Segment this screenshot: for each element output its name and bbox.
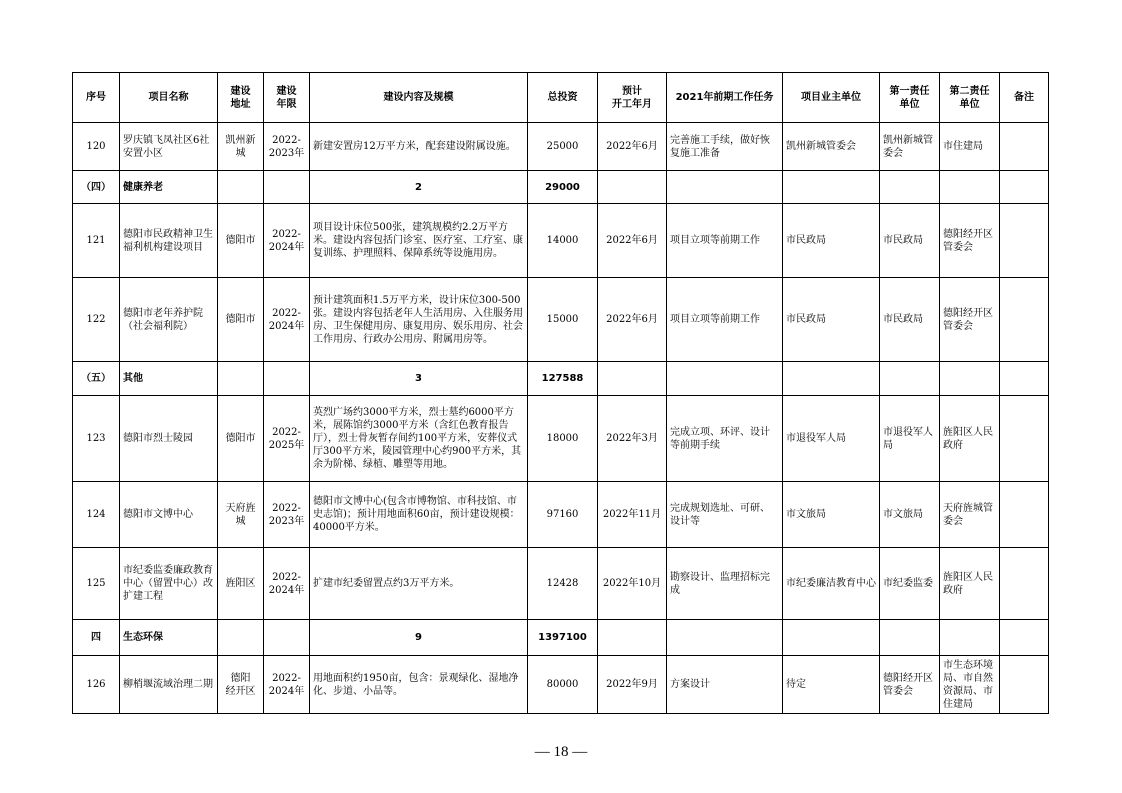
cell-seq: 124 bbox=[73, 482, 120, 548]
cell-investment: 18000 bbox=[528, 396, 598, 482]
page-number: — 18 — bbox=[534, 744, 588, 760]
cell-empty bbox=[783, 171, 880, 204]
cell-content: 用地面积约1950亩，包含：景观绿化、湿地净化、步道、小品等。 bbox=[310, 656, 528, 714]
header-row bbox=[73, 73, 1049, 123]
cell-period: 2022- 2023年 bbox=[264, 482, 310, 548]
cell-seq: 126 bbox=[73, 656, 120, 714]
header-period: 建设 年限 bbox=[264, 73, 310, 123]
cell-resp1: 市文旅局 bbox=[880, 482, 940, 548]
cell-investment: 15000 bbox=[528, 278, 598, 362]
cell-task: 勘察设计、监理招标完成 bbox=[667, 548, 783, 620]
cell-owner: 待定 bbox=[783, 656, 880, 714]
cell-location: 德阳市 bbox=[218, 204, 264, 278]
cell-seq: 122 bbox=[73, 278, 120, 362]
cell-empty bbox=[783, 362, 880, 396]
cell-empty bbox=[940, 362, 1000, 396]
cell-seq: （四） bbox=[73, 171, 120, 204]
header-content: 建设内容及规模 bbox=[310, 73, 528, 123]
cell-start: 2022年11月 bbox=[598, 482, 667, 548]
cell-name: 德阳市老年养护院（社会福利院） bbox=[120, 278, 218, 362]
header-name: 项目名称 bbox=[120, 73, 218, 123]
cell-task: 项目立项等前期工作 bbox=[667, 278, 783, 362]
cell-task: 完善施工手续，做好恢复施工准备 bbox=[667, 123, 783, 171]
cell-seq: 四 bbox=[73, 620, 120, 656]
cell-owner: 市文旅局 bbox=[783, 482, 880, 548]
cell-seq: 120 bbox=[73, 123, 120, 171]
cell-note bbox=[1000, 278, 1049, 362]
cell-location: 德阳 经开区 bbox=[218, 656, 264, 714]
cell-period: 2022- 2024年 bbox=[264, 278, 310, 362]
cell-name: 德阳市民政精神卫生福利机构建设项目 bbox=[120, 204, 218, 278]
category-row bbox=[73, 620, 1049, 656]
cell-empty bbox=[880, 620, 940, 656]
cell-seq: 123 bbox=[73, 396, 120, 482]
cell-resp2: 旌阳区人民政府 bbox=[940, 396, 1000, 482]
cell-name: 市纪委监委廉政教育中心（留置中心）改扩建工程 bbox=[120, 548, 218, 620]
header-owner: 项目业主单位 bbox=[783, 73, 880, 123]
header-start: 预计 开工年月 bbox=[598, 73, 667, 123]
cell-investment: 97160 bbox=[528, 482, 598, 548]
cell-content: 德阳市文博中心(包含市博物馆、市科技馆、市史志馆)；预计用地面积60亩，预计建设规模：40000平方米。 bbox=[310, 482, 528, 548]
cell-resp2: 市生态环境局、市自然资源局、市住建局 bbox=[940, 656, 1000, 714]
cell-period: 2022- 2024年 bbox=[264, 656, 310, 714]
cell-period: 2022- 2024年 bbox=[264, 204, 310, 278]
cell-empty bbox=[598, 362, 667, 396]
cell-count: 3 bbox=[310, 362, 528, 396]
cell-resp2: 天府旌城管委会 bbox=[940, 482, 1000, 548]
cell-owner: 市纪委廉洁教育中心 bbox=[783, 548, 880, 620]
cell-owner: 市民政局 bbox=[783, 204, 880, 278]
cell-empty bbox=[264, 362, 310, 396]
table-row bbox=[73, 656, 1049, 714]
cell-investment: 25000 bbox=[528, 123, 598, 171]
header-investment: 总投资 bbox=[528, 73, 598, 123]
cell-task: 完成立项、环评、设计等前期手续 bbox=[667, 396, 783, 482]
cell-empty bbox=[598, 620, 667, 656]
header-note: 备注 bbox=[1000, 73, 1049, 123]
category-row bbox=[73, 171, 1049, 204]
category-row bbox=[73, 362, 1049, 396]
cell-empty bbox=[264, 171, 310, 204]
cell-resp1: 凯州新城管委会 bbox=[880, 123, 940, 171]
table-row bbox=[73, 278, 1049, 362]
cell-owner: 凯州新城管委会 bbox=[783, 123, 880, 171]
cell-resp2: 德阳经开区管委会 bbox=[940, 204, 1000, 278]
header-task: 2021年前期工作任务 bbox=[667, 73, 783, 123]
cell-empty bbox=[218, 620, 264, 656]
cell-resp1: 市民政局 bbox=[880, 278, 940, 362]
cell-start: 2022年6月 bbox=[598, 204, 667, 278]
cell-note bbox=[1000, 204, 1049, 278]
cell-name: 德阳市文博中心 bbox=[120, 482, 218, 548]
cell-investment: 12428 bbox=[528, 548, 598, 620]
cell-empty bbox=[667, 171, 783, 204]
cell-start: 2022年9月 bbox=[598, 656, 667, 714]
cell-resp1: 市退役军人局 bbox=[880, 396, 940, 482]
cell-name: 健康养老 bbox=[120, 171, 218, 204]
cell-empty bbox=[1000, 171, 1049, 204]
cell-content: 英烈广场约3000平方米，烈士墓约6000平方米，展陈馆约3000平方米（含红色教育报告厅），烈士骨灰暂存间约100平方米，安葬仪式厅300平方米，陵园管理中心约900平方米，其余为阶梯、绿植、雕塑等用地。 bbox=[310, 396, 528, 482]
table-row bbox=[73, 548, 1049, 620]
cell-empty bbox=[218, 171, 264, 204]
cell-note bbox=[1000, 482, 1049, 548]
cell-period: 2022- 2024年 bbox=[264, 548, 310, 620]
cell-name: 其他 bbox=[120, 362, 218, 396]
cell-location: 德阳市 bbox=[218, 396, 264, 482]
cell-count: 9 bbox=[310, 620, 528, 656]
cell-investment: 127588 bbox=[528, 362, 598, 396]
cell-location: 天府旌城 bbox=[218, 482, 264, 548]
table-row bbox=[73, 204, 1049, 278]
cell-empty bbox=[598, 171, 667, 204]
cell-resp1: 市纪委监委 bbox=[880, 548, 940, 620]
table-row bbox=[73, 396, 1049, 482]
cell-name: 罗庆镇飞凤社区6社安置小区 bbox=[120, 123, 218, 171]
cell-resp2: 旌阳区人民政府 bbox=[940, 548, 1000, 620]
cell-empty bbox=[218, 362, 264, 396]
cell-investment: 14000 bbox=[528, 204, 598, 278]
cell-task: 方案设计 bbox=[667, 656, 783, 714]
cell-empty bbox=[940, 171, 1000, 204]
project-table bbox=[72, 72, 1049, 714]
cell-content: 预计建筑面积1.5万平方米，设计床位300-500张。建设内容包括老年人生活用房、入住服务用房、卫生保健用房、康复用房、娱乐用房、社会工作用房、行政办公用房、附属用房等。 bbox=[310, 278, 528, 362]
cell-content: 扩建市纪委留置点约3万平方米。 bbox=[310, 548, 528, 620]
cell-empty bbox=[880, 362, 940, 396]
cell-empty bbox=[940, 620, 1000, 656]
cell-investment: 80000 bbox=[528, 656, 598, 714]
cell-name: 德阳市烈士陵园 bbox=[120, 396, 218, 482]
cell-content: 项目设计床位500张，建筑规模约2.2万平方米。建设内容包括门诊室、医疗室、工疗室、康复训练、护理照料、保障系统等设施用房。 bbox=[310, 204, 528, 278]
cell-empty bbox=[1000, 620, 1049, 656]
cell-empty bbox=[880, 171, 940, 204]
cell-note bbox=[1000, 396, 1049, 482]
cell-note bbox=[1000, 656, 1049, 714]
header-seq: 序号 bbox=[73, 73, 120, 123]
cell-period: 2022- 2025年 bbox=[264, 396, 310, 482]
cell-name: 柳梢堰流域治理二期 bbox=[120, 656, 218, 714]
cell-location: 旌阳区 bbox=[218, 548, 264, 620]
cell-content: 新建安置房12万平方米，配套建设附属设施。 bbox=[310, 123, 528, 171]
cell-note bbox=[1000, 548, 1049, 620]
header-resp1: 第一责任 单位 bbox=[880, 73, 940, 123]
cell-resp1: 市民政局 bbox=[880, 204, 940, 278]
cell-period: 2022- 2023年 bbox=[264, 123, 310, 171]
cell-owner: 市退役军人局 bbox=[783, 396, 880, 482]
cell-note bbox=[1000, 123, 1049, 171]
cell-location: 德阳市 bbox=[218, 278, 264, 362]
cell-start: 2022年6月 bbox=[598, 278, 667, 362]
cell-location: 凯州新城 bbox=[218, 123, 264, 171]
cell-task: 项目立项等前期工作 bbox=[667, 204, 783, 278]
cell-task: 完成规划选址、可研、设计等 bbox=[667, 482, 783, 548]
cell-name: 生态环保 bbox=[120, 620, 218, 656]
cell-start: 2022年10月 bbox=[598, 548, 667, 620]
cell-count: 2 bbox=[310, 171, 528, 204]
cell-empty bbox=[783, 620, 880, 656]
cell-seq: 125 bbox=[73, 548, 120, 620]
cell-investment: 1397100 bbox=[528, 620, 598, 656]
cell-seq: 121 bbox=[73, 204, 120, 278]
cell-start: 2022年6月 bbox=[598, 123, 667, 171]
cell-empty bbox=[667, 362, 783, 396]
table-row bbox=[73, 482, 1049, 548]
cell-empty bbox=[264, 620, 310, 656]
cell-resp2: 市住建局 bbox=[940, 123, 1000, 171]
cell-start: 2022年3月 bbox=[598, 396, 667, 482]
cell-seq: （五） bbox=[73, 362, 120, 396]
header-location: 建设 地址 bbox=[218, 73, 264, 123]
header-resp2: 第二责任 单位 bbox=[940, 73, 1000, 123]
cell-resp1: 德阳经开区管委会 bbox=[880, 656, 940, 714]
cell-empty bbox=[667, 620, 783, 656]
table-row bbox=[73, 123, 1049, 171]
cell-empty bbox=[1000, 362, 1049, 396]
cell-owner: 市民政局 bbox=[783, 278, 880, 362]
cell-investment: 29000 bbox=[528, 171, 598, 204]
cell-resp2: 德阳经开区管委会 bbox=[940, 278, 1000, 362]
